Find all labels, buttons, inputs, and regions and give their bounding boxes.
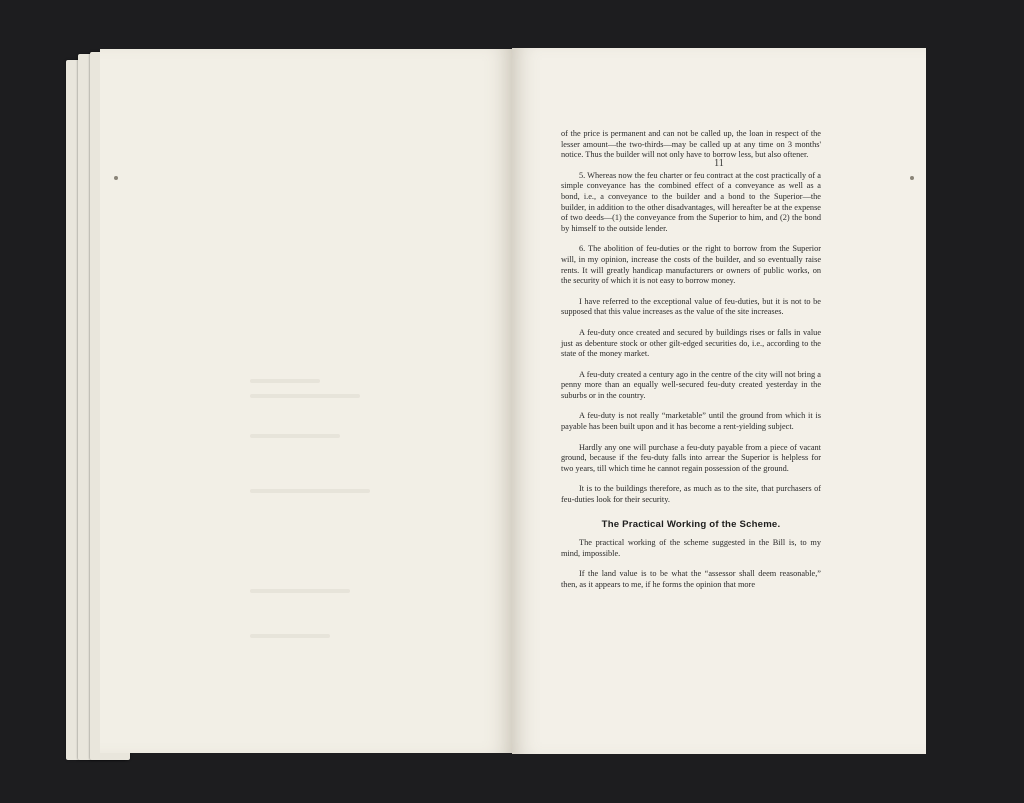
paragraph: The practical working of the scheme suggested in the Bill is, to my mind, impossible. — [561, 538, 821, 558]
show-through-mark — [250, 489, 370, 493]
paragraph: of the price is permanent and can not be called up, the loan in respect of the lesser amount—the two-thirds—may be called up at any time on 3 months' notice. Thus the builder will not only have to borrow less, but also oftener. — [561, 129, 821, 160]
paragraph: It is to the buildings therefore, as much as to the site, that purchasers of feu-duties look for their security. — [561, 484, 821, 505]
paragraph: A feu-duty once created and secured by buildings rises or falls in value just as debenture stock or other gilt-edged securities do, i.e., according to the state of the money market. — [561, 327, 821, 359]
paragraph: 6. The abolition of feu-duties or the right to borrow from the Superior will, in my opinion, increase the costs of the builder, and so eventually raise rents. It will greatly handicap manufacturers or owners of public works, on the security of which it is not easy to borrow money. — [561, 244, 821, 286]
paragraph: I have referred to the exceptional value of feu-duties, but it is not to be supposed that this value increases as the value of the site increases. — [561, 296, 821, 317]
page-text — [561, 129, 821, 601]
page-number: 11 — [714, 158, 724, 169]
show-through-mark — [250, 394, 360, 398]
binding-hole — [910, 176, 914, 180]
paragraph: If the land value is to be what the “assessor shall deem reasonable,” then, as it appears to me, if he forms the opinion that more — [561, 569, 821, 589]
paragraph: A feu-duty created a century ago in the centre of the city will not bring a penny more than an equally well-secured feu-duty created yesterday in the suburbs or in the country. — [561, 369, 821, 400]
show-through-mark — [250, 434, 340, 438]
show-through-mark — [250, 634, 330, 638]
paragraph: Hardly any one will purchase a feu-duty payable from a piece of vacant ground, because if the feu-duty falls into arrear the Superior is helpless for two years, till which time he cannot regain possession of the ground. — [561, 442, 821, 473]
show-through-mark — [250, 379, 320, 383]
show-through-mark — [250, 589, 350, 593]
binding-hole — [114, 176, 118, 180]
paragraph: A feu-duty is not really “marketable” until the ground from which it is payable has been built upon and it has become a rent-yielding subject. — [561, 411, 821, 432]
section-heading: The Practical Working of the Scheme. — [601, 518, 781, 530]
left-page — [100, 49, 512, 753]
paragraph: 5. Whereas now the feu charter or feu contract at the cost practically of a simple conveyance has the combined effect of a conveyance as well as a bond, i.e., a conveyance to the builder and a bond to the Superior—the builder, in addition to the other disadvantages, will hereafter be at the expense of two deeds—(1) the conveyance from the Superior to him, and (2) the bond by himself to the outside lender. — [561, 170, 821, 233]
